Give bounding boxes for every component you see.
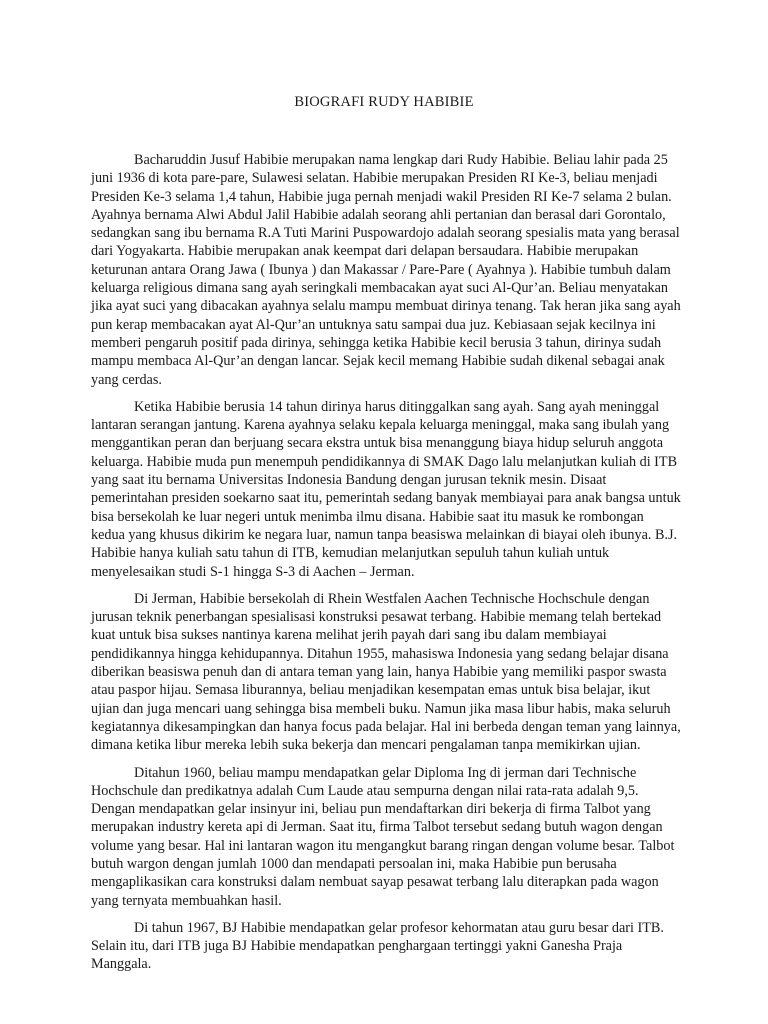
document-title: BIOGRAFI RUDY HABIBIE [294, 94, 474, 110]
paragraph-2: Ketika Habibie berusia 14 tahun dirinya harus ditinggalkan sang ayah. Sang ayah meninggal lantaran serangan jantung. Karena ayahnya selaku kepala keluarga meninggal, maka sang ibulah yang menggantikan peran dan berjuang secara ekstra untuk bisa menanggung biaya hidup seluruh anggota keluarga. Habibie muda pun menempuh pendidikannya di SMAK Dago lalu melanjutkan kuliah di ITB yang saat itu bernama Universitas Indonesia Bandung dengan jurusan teknik mesin. Disaat pemerintahan presiden soekarno saat itu, pemerintah sedang banyak membiayai para anak bangsa untuk bisa bersekolah ke luar negeri untuk menimba ilmu disana. Habibie saat itu masuk ke rombongan kedua yang khusus dikirim ke negara luar, namun tanpa beasiswa melainkan di biayai oleh ibunya. B.J. Habibie hanya kuliah satu tahun di ITB, kemudian melanjutkan sepuluh tahun kuliah untuk menyelesaikan studi S-1 hingga S-3 di Aachen – Jerman. [91, 398, 681, 580]
paragraph-3: Di Jerman, Habibie bersekolah di Rhein Westfalen Aachen Technische Hochschule dengan jurusan teknik penerbangan spesialisasi konstruksi pesawat terbang. Habibie memang telah bertekad kuat untuk bisa sukses nantinya karena melihat jerih payah dari sang ibu dalam membiayai pendidikannya hingga kehidupannya. Ditahun 1955, mahasiswa Indonesia yang sedang belajar disana diberikan beasiswa penuh dan di antara teman yang lain, hanya Habibie yang memiliki paspor swasta atau paspor hijau. Semasa liburannya, beliau menjadikan kesempatan emas untuk bisa belajar, ikut ujian dan juga mencari uang sehingga bisa membeli buku. Namun jika masa libur habis, maka seluruh kegiatannya dikesampingkan dan hanya focus pada belajar. Hal ini berbeda dengan teman yang lainnya, dimana ketika libur mereka lebih suka bekerja dan mencari pengalaman tanpa memikirkan ujian. [91, 590, 681, 754]
paragraph-1: Bacharuddin Jusuf Habibie merupakan nama lengkap dari Rudy Habibie. Beliau lahir pada 25 juni 1936 di kota pare-pare, Sulawesi selatan. Habibie merupakan Presiden RI Ke-3, beliau menjadi Presiden Ke-3 selama 1,4 tahun, Habibie juga pernah menjadi wakil Presiden RI Ke-7 selama 2 bulan. Ayahnya bernama Alwi Abdul Jalil Habibie adalah seorang ahli pertanian dan berasal dari Gorontalo, sedangkan sang ibu bernama R.A Tuti Marini Puspowardojo adalah seorang spesialis mata yang berasal dari Yogyakarta. Habibie merupakan anak keempat dari delapan bersaudara. Habibie merupakan keturunan antara Orang Jawa ( Ibunya ) dan Makassar / Pare-Pare ( Ayahnya ). Habibie tumbuh dalam keluarga religious dimana sang ayah seringkali membacakan ayat suci Al-Qur’an. Beliau menyatakan jika ayat suci yang dibacakan ayahnya selalu mampu membuat dirinya tenang. Tak heran jika sang ayah pun kerap membacakan ayat Al-Qur’an untuknya satu sampai dua juz. Kebiasaan sejak kecilnya ini memberi pengaruh positif pada dirinya, sehingga ketika Habibie kecil berusia 3 tahun, dirinya sudah mampu membaca Al-Qur’an dengan lancar. Sejak kecil memang Habibie sudah dikenal sebagai anak yang cerdas. [91, 152, 681, 388]
document-body [91, 151, 681, 983]
paragraph-5: Di tahun 1967, BJ Habibie mendapatkan gelar profesor kehormatan atau guru besar dari ITB. Selain itu, dari ITB juga BJ Habibie mendapatkan penghargaan tertinggi yakni Ganesha Praja Manggala. [91, 919, 664, 973]
paragraph-4: Ditahun 1960, beliau mampu mendapatkan gelar Diploma Ing di jerman dari Technische Hochschule dan predikatnya adalah Cum Laude atau sempurna dengan nilai rata-rata adalah 9,5. Dengan mendapatkan gelar insinyur ini, beliau pun mendaftarkan diri bekerja di firma Talbot yang merupakan industry kereta api di Jerman. Saat itu, firma Talbot tersebut sedang butuh wagon dengan volume yang besar. Hal ini lantaran wagon itu mengangkut barang ringan dengan volume besar. Talbot butuh wargon dengan jumlah 1000 dan mendapati persoalan ini, maka Habibie pun berusaha mengaplikasikan cara konstruksi dalam nembuat sayap pesawat terbang lalu diterapkan pada wagon yang ternyata membuahkan hasil. [91, 764, 675, 909]
